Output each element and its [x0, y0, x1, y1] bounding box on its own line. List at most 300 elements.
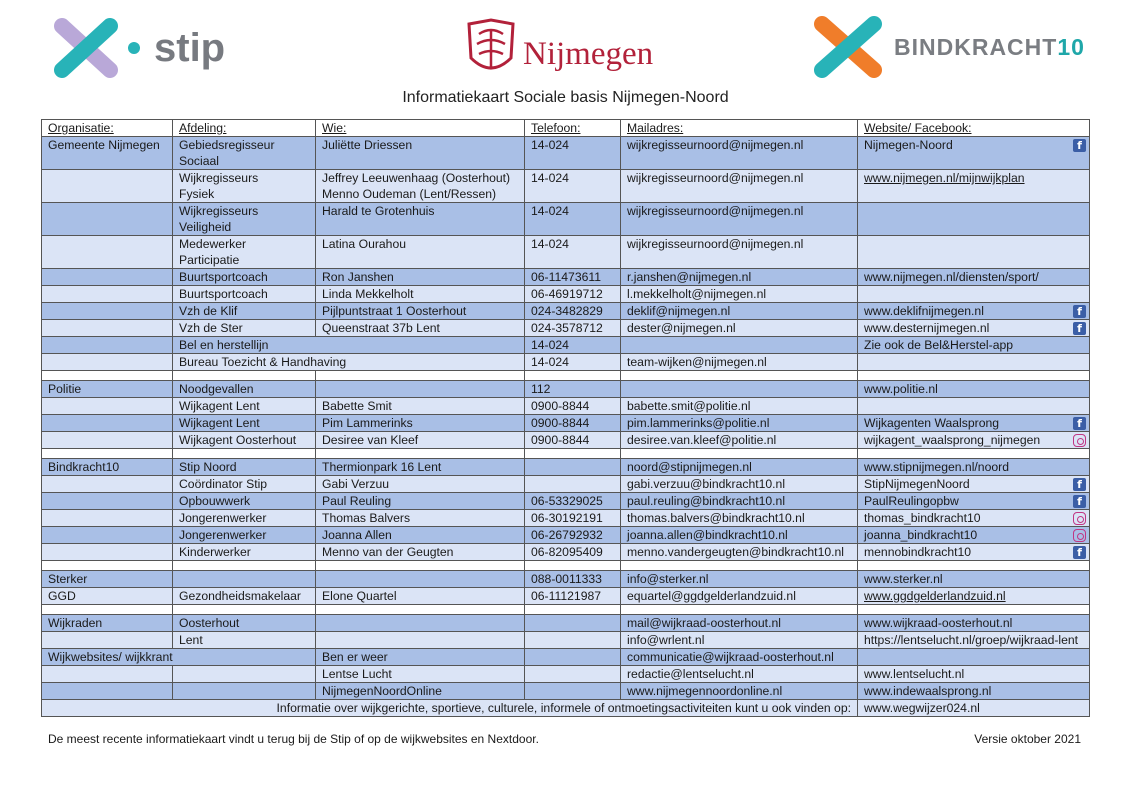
mailadres-cell: [621, 337, 858, 354]
mailadres-text: team-wijken@nijmegen.nl: [627, 355, 767, 369]
telefoon-cell: [525, 493, 621, 510]
telefoon-text: 112: [531, 382, 551, 396]
table-row: [42, 493, 1090, 510]
wie-text: Linda Mekkelholt: [322, 287, 414, 301]
website-cell: [858, 337, 1090, 354]
organisatie-cell: [42, 320, 173, 337]
website-text: www.desternijmegen.nl: [864, 321, 990, 335]
website-text: www.lentselucht.nl: [864, 667, 965, 681]
column-header: Telefoon:: [525, 120, 621, 137]
column-header: Organisatie:: [42, 120, 173, 137]
facebook-icon[interactable]: f: [1073, 322, 1086, 335]
telefoon-cell: [525, 337, 621, 354]
website-text: wijkagent_waalsprong_nijmegen: [864, 433, 1041, 447]
organisatie-cell: [42, 632, 173, 649]
wie-cell: [316, 683, 525, 700]
table-row: [42, 666, 1090, 683]
wie-cell: [316, 432, 525, 449]
mailadres-text: communicatie@wijkraad-oosterhout.nl: [627, 650, 834, 664]
website-cell: [858, 236, 1090, 269]
telefoon-cell: [525, 415, 621, 432]
mailadres-cell: [621, 544, 858, 561]
organisatie-cell: [42, 571, 173, 588]
mailadres-cell: [621, 286, 858, 303]
website-text: Nijmegen-Noord: [864, 138, 953, 152]
table-row: [42, 269, 1090, 286]
telefoon-cell: [525, 236, 621, 269]
telefoon-text: 14-024: [531, 138, 569, 152]
afdeling-text: Noodgevallen: [179, 382, 254, 396]
afdeling-text: Coördinator Stip: [179, 477, 268, 491]
mailadres-text: info@sterker.nl: [627, 572, 709, 586]
empty-cell: [621, 449, 858, 459]
telefoon-text: 06-11121987: [531, 589, 602, 603]
afdeling-cell: [173, 381, 316, 398]
website-text: www.nijmegen.nl/diensten/sport/: [864, 270, 1039, 284]
wie-text: Gabi Verzuu: [322, 477, 390, 491]
mailadres-text: noord@stipnijmegen.nl: [627, 460, 752, 474]
wie-text: Thermionpark 16 Lent: [322, 460, 442, 474]
stip-cross-icon: [48, 14, 148, 80]
empty-cell: [525, 449, 621, 459]
website-cell: [858, 588, 1090, 605]
mailadres-text: babette.smit@politie.nl: [627, 399, 751, 413]
wie-cell: [316, 588, 525, 605]
mailadres-text: deklif@nijmegen.nl: [627, 304, 731, 318]
website-cell: [858, 459, 1090, 476]
wie-text: Queenstraat 37b Lent: [322, 321, 440, 335]
afdeling-text: Vzh de Ster: [179, 321, 243, 335]
website-text: www.ggdgelderlandzuid.nl: [864, 589, 1006, 603]
telefoon-text: 024-3482829: [531, 304, 603, 318]
telefoon-text: 06-30192191: [531, 511, 603, 525]
instagram-icon[interactable]: [1073, 529, 1086, 542]
wie-text: Elone Quartel: [322, 589, 397, 603]
website-text: https://lentselucht.nl/groep/wijkraad-lent: [864, 633, 1079, 647]
table-row: [42, 432, 1090, 449]
afdeling-text: Veiligheid: [179, 220, 232, 234]
wie-cell: [316, 303, 525, 320]
stip-wordmark: stip: [154, 26, 226, 70]
afdeling-cell: [173, 320, 316, 337]
organisatie-cell: [42, 683, 173, 700]
telefoon-cell: [525, 398, 621, 415]
telefoon-text: 14-024: [531, 237, 569, 251]
bindkracht-cross-icon: [810, 14, 890, 80]
mailadres-text: dester@nijmegen.nl: [627, 321, 736, 335]
empty-cell: [621, 605, 858, 615]
afdeling-cell: [173, 571, 316, 588]
empty-cell: [42, 371, 173, 381]
telefoon-cell: [525, 666, 621, 683]
document-title: Informatiekaart Sociale basis Nijmegen-Noord: [402, 89, 729, 106]
afdeling-cell: [173, 615, 316, 632]
column-header: Afdeling:: [173, 120, 316, 137]
telefoon-text: 088-0011333: [531, 572, 602, 586]
empty-cell: [858, 605, 1090, 615]
mailadres-text: info@wrlent.nl: [627, 633, 705, 647]
afdeling-text: Wijkagent Lent: [179, 416, 260, 430]
table-row: [42, 415, 1090, 432]
empty-cell: [525, 605, 621, 615]
facebook-icon[interactable]: f: [1073, 139, 1086, 152]
wie-cell: [316, 527, 525, 544]
website-text: www.deklifnijmegen.nl: [864, 304, 984, 318]
afdeling-cell: [173, 493, 316, 510]
afdeling-cell: [173, 683, 316, 700]
spacer-row: [42, 605, 1090, 615]
mailadres-text: www.nijmegennoordonline.nl: [627, 684, 783, 698]
afdeling-cell: [173, 527, 316, 544]
afdeling-cell: [173, 303, 316, 320]
telefoon-cell: [525, 632, 621, 649]
website-cell: [858, 203, 1090, 236]
wie-cell: [316, 170, 525, 203]
mailadres-cell: [621, 632, 858, 649]
wie-text: Jeffrey Leeuwenhaag (Oosterhout): [322, 171, 511, 185]
table-row: [42, 203, 1090, 236]
facebook-icon[interactable]: f: [1073, 417, 1086, 430]
table-row: [42, 286, 1090, 303]
website-text: joanna_bindkracht10: [864, 528, 978, 542]
telefoon-cell: [525, 354, 621, 371]
website-text: mennobindkracht10: [864, 545, 972, 559]
empty-cell: [173, 561, 316, 571]
website-cell: [858, 137, 1090, 170]
organisatie-text: Wijkraden: [48, 616, 103, 630]
website-cell: [858, 493, 1090, 510]
website-text: Wijkagenten Waalsprong: [864, 416, 1000, 430]
telefoon-cell: [525, 381, 621, 398]
empty-cell: [316, 605, 525, 615]
organisatie-cell: [42, 303, 173, 320]
organisatie-cell: [42, 432, 173, 449]
afdeling-text: Lent: [179, 633, 203, 647]
mailadres-cell: [621, 683, 858, 700]
telefoon-text: 14-024: [531, 204, 569, 218]
table-row: [42, 398, 1090, 415]
website-text: www.wijkraad-oosterhout.nl: [864, 616, 1013, 630]
mailadres-cell: [621, 137, 858, 170]
telefoon-cell: [525, 649, 621, 666]
organisatie-cell: [42, 170, 173, 203]
mailadres-cell: [621, 381, 858, 398]
afdeling-text: Kinderwerker: [179, 545, 251, 559]
empty-cell: [42, 561, 173, 571]
mailadres-cell: [621, 571, 858, 588]
telefoon-text: 06-82095409: [531, 545, 603, 559]
website-cell: [858, 303, 1090, 320]
table-row: [42, 354, 1090, 371]
mailadres-text: redactie@lentselucht.nl: [627, 667, 754, 681]
mailadres-text: desiree.van.kleef@politie.nl: [627, 433, 777, 447]
organisatie-cell: [42, 236, 173, 269]
afdeling-text: Gezondheidsmakelaar: [179, 589, 301, 603]
afdeling-cell: [173, 269, 316, 286]
organisatie-cell: [42, 337, 173, 354]
telefoon-text: 06-46919712: [531, 287, 603, 301]
organisatie-cell: [42, 137, 173, 170]
wie-text: Ron Janshen: [322, 270, 394, 284]
mailadres-cell: [621, 527, 858, 544]
wie-text: Joanna Allen: [322, 528, 392, 542]
wie-cell: [316, 137, 525, 170]
wie-cell: [316, 615, 525, 632]
telefoon-text: 0900-8844: [531, 416, 590, 430]
website-text: PaulReulingopbw: [864, 494, 959, 508]
afdeling-cell: [173, 236, 316, 269]
footer-version: Versie oktober 2021: [974, 732, 1081, 746]
empty-cell: [858, 561, 1090, 571]
wie-text: Thomas Balvers: [322, 511, 411, 525]
afdeling-text: Fysiek: [179, 187, 215, 201]
telefoon-text: 14-024: [531, 355, 569, 369]
mailadres-text: wijkregisseurnoord@nijmegen.nl: [627, 171, 804, 185]
mailadres-cell: [621, 398, 858, 415]
mailadres-cell: [621, 493, 858, 510]
bindkracht10-wordmark: BINDKRACHT10: [894, 34, 1085, 60]
empty-cell: [525, 371, 621, 381]
wie-cell: [316, 203, 525, 236]
organisatie-cell: [42, 398, 173, 415]
facebook-icon[interactable]: f: [1073, 478, 1086, 491]
facebook-icon[interactable]: f: [1073, 495, 1086, 508]
website-cell: [858, 476, 1090, 493]
telefoon-cell: [525, 432, 621, 449]
wie-cell: [316, 493, 525, 510]
website-cell: [858, 286, 1090, 303]
afdeling-text: Wijkregisseurs: [179, 171, 259, 185]
telefoon-cell: [525, 683, 621, 700]
website-text: www.politie.nl: [864, 382, 938, 396]
mailadres-cell: [621, 415, 858, 432]
table-row: [42, 632, 1090, 649]
website-cell: [858, 544, 1090, 561]
mailadres-text: menno.vandergeugten@bindkracht10.nl: [627, 545, 845, 559]
afdeling-text: Participatie: [179, 253, 240, 267]
table-row: [42, 510, 1090, 527]
afdeling-cell: [173, 588, 316, 605]
telefoon-text: 0900-8844: [531, 399, 590, 413]
afdeling-text: Wijkregisseurs: [179, 204, 259, 218]
wie-text: Menno Oudeman (Lent/Ressen): [322, 187, 497, 201]
wie-cell: [316, 544, 525, 561]
website-cell: [858, 649, 1090, 666]
telefoon-text: 14-024: [531, 338, 569, 352]
organisatie-cell: [42, 666, 173, 683]
mailadres-cell: [621, 666, 858, 683]
column-header: Website/ Facebook:: [858, 120, 1090, 137]
afdeling-text: Wijkagent Oosterhout: [179, 433, 297, 447]
mailadres-text: equartel@ggdgelderlandzuid.nl: [627, 589, 796, 603]
afdeling-cell: [173, 666, 316, 683]
wie-text: Ben er weer: [322, 650, 388, 664]
website-cell: [858, 415, 1090, 432]
organisatie-cell: [42, 459, 173, 476]
website-text: StipNijmegenNoord: [864, 477, 970, 491]
empty-cell: [173, 449, 316, 459]
website-text: thomas_bindkracht10: [864, 511, 981, 525]
table-row: [42, 588, 1090, 605]
organisatie-text: Wijkwebsites/ wijkkrant: [48, 650, 173, 664]
website-text: www.indewaalsprong.nl: [864, 684, 992, 698]
afdeling-cell: [173, 459, 316, 476]
website-cell: [858, 432, 1090, 449]
telefoon-cell: [525, 459, 621, 476]
website-cell: [858, 632, 1090, 649]
wie-cell: [316, 286, 525, 303]
wie-cell: [316, 510, 525, 527]
telefoon-cell: [525, 571, 621, 588]
organisatie-text: Sterker: [48, 572, 88, 586]
mailadres-text: gabi.verzuu@bindkracht10.nl: [627, 477, 786, 491]
empty-cell: [621, 371, 858, 381]
telefoon-cell: [525, 286, 621, 303]
website-text: Zie ook de Bel&Herstel-app: [864, 338, 1014, 352]
column-header: Mailadres:: [621, 120, 858, 137]
wie-text: Pim Lammerinks: [322, 416, 413, 430]
mailadres-text: pim.lammerinks@politie.nl: [627, 416, 770, 430]
wie-cell: [316, 381, 525, 398]
wie-cell: [316, 649, 525, 666]
afdeling-text: Vzh de Klif: [179, 304, 238, 318]
table-row: [42, 236, 1090, 269]
wie-cell: [316, 269, 525, 286]
wie-cell: [316, 415, 525, 432]
table-row: [42, 303, 1090, 320]
organisatie-cell: [42, 381, 173, 398]
website-text: www.stipnijmegen.nl/noord: [864, 460, 1009, 474]
telefoon-text: 06-11473611: [531, 270, 602, 284]
wie-text: Juliëtte Driessen: [322, 138, 413, 152]
afdeling-text: Buurtsportcoach: [179, 270, 268, 284]
telefoon-cell: [525, 527, 621, 544]
wie-text: Desiree van Kleef: [322, 433, 419, 447]
organisatie-cell: [42, 354, 173, 371]
table-row: [42, 381, 1090, 398]
afdeling-text: Medewerker: [179, 237, 247, 251]
empty-cell: [621, 561, 858, 571]
telefoon-text: 14-024: [531, 171, 569, 185]
afdeling-cell: [173, 203, 316, 236]
wie-text: Babette Smit: [322, 399, 392, 413]
empty-cell: [858, 449, 1090, 459]
afdeling-text: Opbouwwerk: [179, 494, 251, 508]
mailadres-cell: [621, 510, 858, 527]
website-text: www.wegwijzer024.nl: [864, 701, 980, 715]
organisatie-text: Bindkracht10: [48, 460, 120, 474]
mailadres-text: paul.reuling@bindkracht10.nl: [627, 494, 786, 508]
wie-cell: [316, 398, 525, 415]
website-cell: [858, 615, 1090, 632]
afdeling-text: Wijkagent Lent: [179, 399, 260, 413]
telefoon-cell: [525, 510, 621, 527]
mailadres-cell: [621, 203, 858, 236]
spacer-row: [42, 371, 1090, 381]
mailadres-cell: [621, 269, 858, 286]
table-row: [42, 649, 1090, 666]
nijmegen-lion-icon: [463, 18, 519, 80]
mailadres-cell: [621, 236, 858, 269]
telefoon-cell: [525, 137, 621, 170]
telefoon-cell: [525, 203, 621, 236]
website-cell: [858, 527, 1090, 544]
mailadres-text: r.janshen@nijmegen.nl: [627, 270, 752, 284]
mailadres-cell: [621, 649, 858, 666]
organisatie-cell: [42, 649, 316, 666]
table-row: [42, 170, 1090, 203]
afdeling-text: Gebiedsregisseur: [179, 138, 275, 152]
nijmegen-wordmark: Nijmegen: [523, 36, 654, 72]
afdeling-cell: [173, 170, 316, 203]
table-row: [42, 137, 1090, 170]
telefoon-text: 06-53329025: [531, 494, 603, 508]
facebook-icon[interactable]: f: [1073, 305, 1086, 318]
table-header-row: [42, 120, 1090, 137]
mailadres-cell: [621, 303, 858, 320]
wie-cell: [316, 571, 525, 588]
organisatie-cell: [42, 203, 173, 236]
telefoon-cell: [525, 303, 621, 320]
instagram-icon[interactable]: [1073, 434, 1086, 447]
mailadres-cell: [621, 476, 858, 493]
organisatie-text: Politie: [48, 382, 82, 396]
bindkracht10-logo: [810, 14, 1100, 80]
instagram-icon[interactable]: [1073, 512, 1086, 525]
afdeling-cell: [173, 632, 316, 649]
mailadres-text: wijkregisseurnoord@nijmegen.nl: [627, 237, 804, 251]
website-cell: [858, 510, 1090, 527]
website-cell: [858, 170, 1090, 203]
afdeling-text: Oosterhout: [179, 616, 240, 630]
table-row: [42, 320, 1090, 337]
organisatie-cell: [42, 510, 173, 527]
wie-text: Paul Reuling: [322, 494, 392, 508]
afdeling-cell: [173, 398, 316, 415]
website-cell: [858, 381, 1090, 398]
afdeling-cell: [173, 476, 316, 493]
organisatie-cell: [42, 286, 173, 303]
wie-text: NijmegenNoordOnline: [322, 684, 442, 698]
mailadres-text: wijkregisseurnoord@nijmegen.nl: [627, 138, 804, 152]
mailadres-text: joanna.allen@bindkracht10.nl: [627, 528, 788, 542]
organisatie-text: GGD: [48, 589, 76, 603]
organisatie-cell: [42, 493, 173, 510]
wie-cell: [316, 666, 525, 683]
telefoon-cell: [525, 588, 621, 605]
table-row: [42, 615, 1090, 632]
afdeling-cell: [173, 354, 525, 371]
organisatie-text: Informatie over wijkgerichte, sportieve, culturele, informele of ontmoetingsactiviteiten kunt u ook vinden op:: [276, 701, 851, 715]
mailadres-text: mail@wijkraad-oosterhout.nl: [627, 616, 781, 630]
wie-text: Pijlpuntstraat 1 Oosterhout: [322, 304, 467, 318]
wie-text: Lentse Lucht: [322, 667, 392, 681]
table-row: [42, 337, 1090, 354]
wie-cell: [316, 320, 525, 337]
organisatie-cell: [42, 615, 173, 632]
afdeling-cell: [173, 137, 316, 170]
empty-cell: [173, 605, 316, 615]
facebook-icon[interactable]: f: [1073, 546, 1086, 559]
telefoon-cell: [525, 476, 621, 493]
afdeling-text: Buurtsportcoach: [179, 287, 268, 301]
empty-cell: [525, 561, 621, 571]
mailadres-text: l.mekkelholt@nijmegen.nl: [627, 287, 767, 301]
afdeling-text: Jongerenwerker: [179, 511, 267, 525]
spacer-row: [42, 449, 1090, 459]
mailadres-cell: [621, 459, 858, 476]
mailadres-cell: [621, 588, 858, 605]
